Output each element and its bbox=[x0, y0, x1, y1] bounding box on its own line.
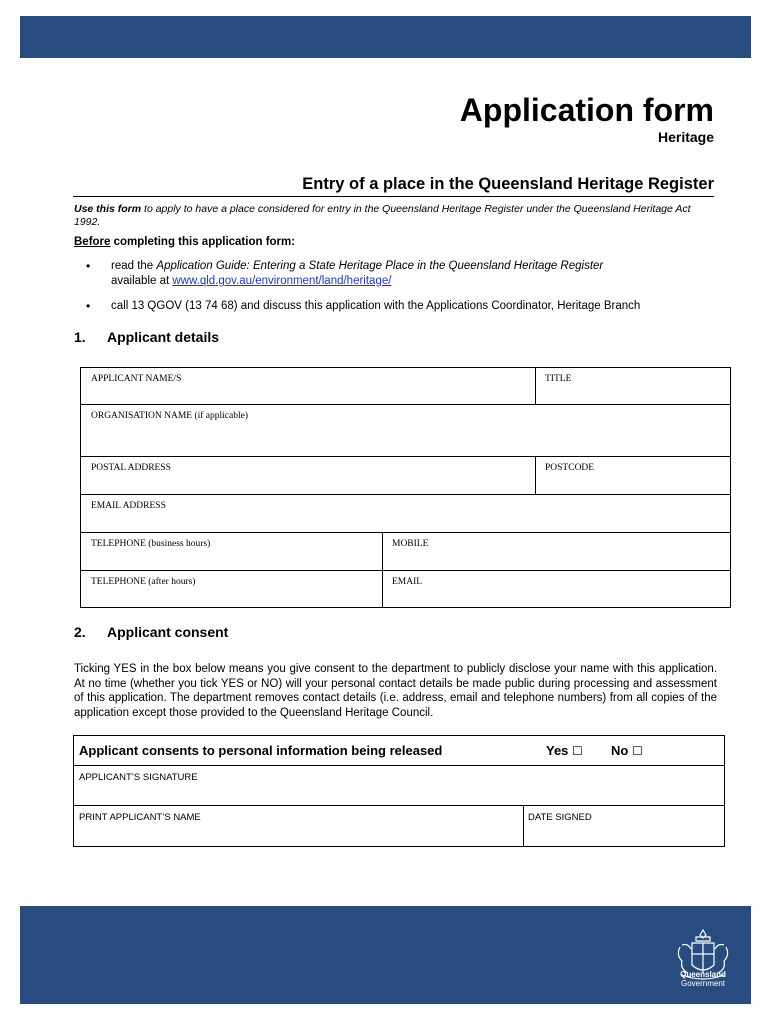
bullet-icon: • bbox=[86, 259, 91, 273]
intro-text bbox=[74, 203, 714, 229]
postal-address-field[interactable]: POSTAL ADDRESS bbox=[91, 463, 171, 473]
email-address-field[interactable]: EMAIL ADDRESS bbox=[91, 501, 166, 511]
list-item bbox=[74, 299, 724, 314]
form-heading: Entry of a place in the Queensland Heritage Register bbox=[302, 175, 714, 193]
consent-question: Applicant consents to personal information being released bbox=[79, 743, 443, 758]
section1-heading bbox=[74, 329, 219, 345]
consent-paragraph: Ticking YES in the box below means you give consent to the department to publicly disclose your name with this application. At no time (whether you tick YES or NO) will your personal contact details be made public during processing and assessment of this application. The department removes contact details (i.e. address, email and telephone numbers) from all copies of the application except those provided to the Queensland Heritage Council. bbox=[74, 663, 717, 719]
list-item bbox=[74, 259, 724, 289]
before-rest: completing this application form: bbox=[110, 236, 296, 248]
bullet-icon: • bbox=[86, 299, 91, 313]
logo-line2: Government bbox=[680, 979, 726, 988]
logo-line1: Queensland bbox=[680, 970, 726, 979]
no-checkbox[interactable]: ☐ bbox=[631, 744, 643, 758]
telephone-business-field[interactable]: TELEPHONE (business hours) bbox=[91, 539, 211, 549]
header-band bbox=[20, 16, 751, 58]
section1-number: 1. bbox=[74, 329, 86, 345]
bullet2-text: call 13 QGOV (13 74 68) and discuss this application with the Applications Coordinator, Heritage Branch bbox=[111, 300, 641, 312]
before-heading bbox=[74, 236, 295, 248]
no-option[interactable] bbox=[611, 743, 643, 758]
heritage-link[interactable]: www.qld.gov.au/environment/land/heritage/ bbox=[172, 275, 392, 287]
instructions-list bbox=[74, 259, 724, 324]
section2-number: 2. bbox=[74, 624, 86, 640]
page-subtitle: Heritage bbox=[657, 129, 714, 145]
bullet1-mid: available at bbox=[111, 275, 173, 287]
telephone-after-field[interactable]: TELEPHONE (after hours) bbox=[91, 577, 196, 587]
intro-body: to apply to have a place considered for entry in the Queensland Heritage Register under the Queensland Heritage Act 1992. bbox=[74, 203, 691, 228]
page-title: Application form bbox=[459, 92, 714, 128]
applicant-details-table bbox=[80, 367, 731, 608]
intro-lead: Use this form bbox=[74, 203, 142, 215]
no-label: No bbox=[611, 743, 629, 758]
government-logo-text bbox=[668, 970, 738, 988]
title-field[interactable]: TITLE bbox=[545, 374, 572, 384]
consent-table bbox=[73, 735, 725, 847]
footer-band bbox=[20, 906, 751, 1004]
yes-label: Yes bbox=[546, 743, 569, 758]
section2-heading bbox=[74, 624, 228, 640]
section2-title: Applicant consent bbox=[107, 624, 229, 640]
print-name-field[interactable]: PRINT APPLICANT’S NAME bbox=[79, 812, 201, 823]
section1-title: Applicant details bbox=[107, 329, 220, 345]
yes-option[interactable] bbox=[546, 743, 583, 758]
organisation-field[interactable]: ORGANISATION NAME (if applicable) bbox=[91, 411, 248, 421]
before-underlined: Before bbox=[74, 236, 111, 248]
postcode-field[interactable]: POSTCODE bbox=[545, 463, 595, 473]
mobile-field[interactable]: MOBILE bbox=[392, 539, 429, 549]
signature-field[interactable]: APPLICANT’S SIGNATURE bbox=[79, 772, 198, 783]
heading-rule bbox=[73, 196, 714, 197]
guide-title: Application Guide: Entering a State Heritage Place in the Queensland Heritage Register bbox=[156, 260, 604, 272]
email-field[interactable]: EMAIL bbox=[392, 577, 423, 587]
date-signed-field[interactable]: DATE SIGNED bbox=[528, 812, 592, 823]
bullet1-pre: read the bbox=[111, 260, 157, 272]
yes-checkbox[interactable]: ☐ bbox=[572, 744, 583, 758]
applicant-names-field[interactable]: APPLICANT NAME/S bbox=[91, 374, 182, 384]
